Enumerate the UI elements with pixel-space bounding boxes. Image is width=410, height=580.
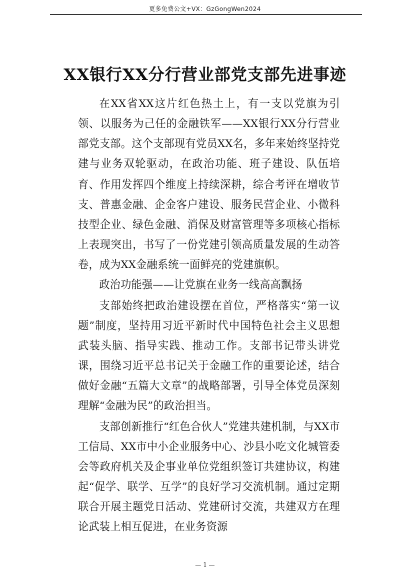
body-paragraph: 支部创新推行“红色合伙人”党建共建机制，与XX市工信局、XX市中小企业服务中心、沙县小吃文化城管委会等政府机关及企事业单位党组织签订共建协议，构建起“促学、联学、互学”的良好学习交流机制。通过定期联合开展主题党日活动、党建研讨交流，共建双方在理论武装上相互促进，在业务资源 <box>78 420 340 534</box>
header-divider <box>50 14 362 15</box>
document-body <box>78 94 340 537</box>
body-paragraph: 支部始终把政治建设摆在首位，严格落实“第一议题”制度，坚持用习近平新时代中国特色社会主义思想武装头脑、指导实践、推动工作。支部书记带头讲党课，围绕习近平总书记关于金融工作的重要论述，结合做好金融“五篇大文章”的战略部署，引导全体党员深刻理解“金融为民”的政治担当。 <box>78 299 340 413</box>
section-heading: 政治功能强——让党旗在业务一线高高飘扬 <box>99 279 303 292</box>
page-number: — 1 — <box>195 562 215 569</box>
body-paragraph: 在XX省XX这片红色热土上，有一支以党旗为引领、以服务为己任的金融铁军——XX银行XX分行营业部党支部。这个支部现有党员XX名，多年来始终坚持党建与业务双轮驱动，在政治功能、班子建设、队伍培育、作用发挥四个维度上持续深耕，综合考评在增收节支、普惠金融、企金客户建设、服务民营企业、小微科技型企业、绿色金融、消保及财富管理等多项核心指标上表现突出，书写了一份党建引领高质量发展的生动答卷，成为XX金融系统一面鲜亮的党建旗帜。 <box>78 98 340 272</box>
document-title: XX银行XX分行营业部党支部先进事迹 <box>63 65 347 84</box>
header-note: 更多免费公文+VX：GzGongWen2024 <box>149 6 261 13</box>
